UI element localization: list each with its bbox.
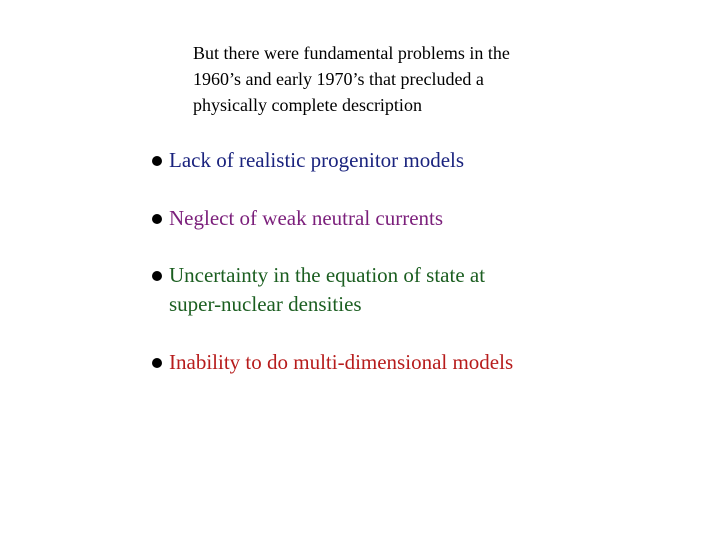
intro-line: 1960’s and early 1970’s that precluded a — [193, 69, 484, 89]
bullet-item — [152, 146, 712, 175]
bullet-item — [152, 204, 712, 233]
intro-line: But there were fundamental problems in the — [193, 43, 510, 63]
bullet-line: Inability to do multi-dimensional models — [169, 350, 514, 374]
intro-paragraph — [193, 40, 613, 118]
bullet-item — [152, 348, 712, 377]
bullet-line: super-nuclear densities — [169, 292, 362, 316]
bullet-line: Lack of realistic progenitor models — [169, 148, 465, 172]
bullet-dot-icon — [152, 271, 162, 281]
bullet-item — [152, 261, 712, 319]
bullet-line: Neglect of weak neutral currents — [169, 206, 444, 230]
bullet-text — [169, 204, 712, 233]
bullet-dot-icon — [152, 214, 162, 224]
bullet-dot-icon — [152, 358, 162, 368]
bullet-text — [169, 146, 712, 175]
intro-line: physically complete description — [193, 95, 422, 115]
bullet-text — [169, 261, 712, 319]
bullet-text — [169, 348, 712, 377]
bullet-line: Uncertainty in the equation of state at — [169, 263, 486, 287]
bullet-dot-icon — [152, 156, 162, 166]
